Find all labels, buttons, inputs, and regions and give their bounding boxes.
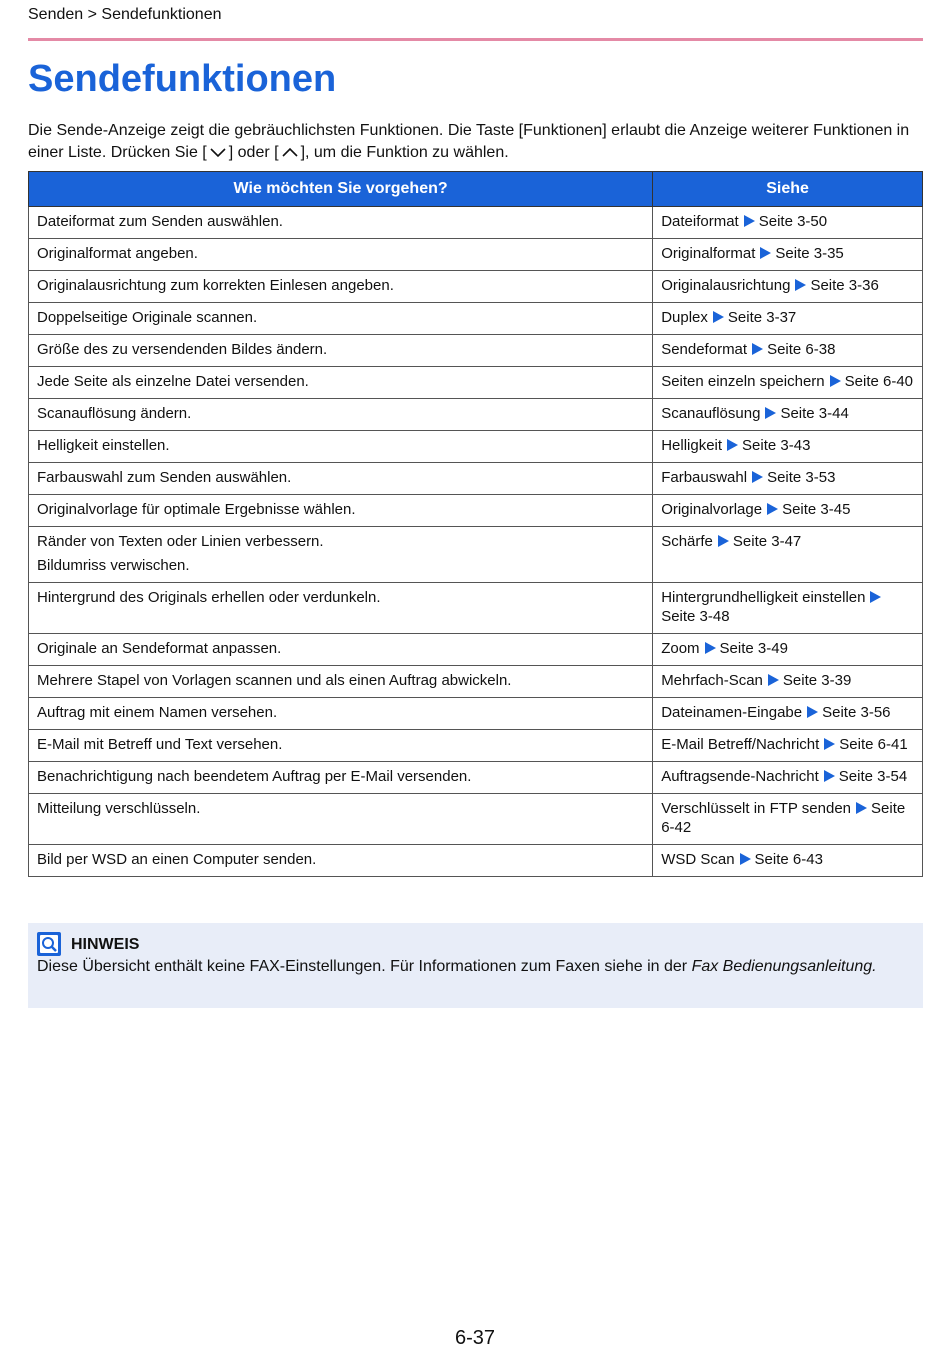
reference-cell <box>653 762 923 794</box>
note-icon <box>36 931 62 957</box>
action-cell <box>29 583 653 634</box>
reference-name: Zoom <box>661 640 700 657</box>
action-cell <box>29 463 653 495</box>
reference-name: Originalvorlage <box>661 501 763 518</box>
reference-name: Schärfe <box>661 533 713 550</box>
page-reference-link[interactable]: Seite 3-56 <box>822 704 891 721</box>
arrow-right-icon <box>870 591 881 603</box>
reference-cell <box>653 794 923 845</box>
arrow-right-icon <box>740 853 751 865</box>
note-heading: HINWEIS <box>71 936 140 953</box>
intro-paragraph <box>28 120 923 164</box>
reference-name: Farbauswahl <box>661 469 748 486</box>
table-row <box>29 634 923 666</box>
intro-text-2: ] oder [ <box>228 144 279 161</box>
reference-name: Auftragsende-Nachricht <box>661 768 819 785</box>
action-text: Originale an Sendeformat anpassen. <box>37 640 282 657</box>
reference-cell <box>653 698 923 730</box>
table-row <box>29 431 923 463</box>
arrow-right-icon <box>824 770 835 782</box>
reference-cell <box>653 239 923 271</box>
page-reference-link[interactable]: Seite 3-49 <box>719 640 788 657</box>
page-reference-link[interactable]: Seite 3-35 <box>775 245 844 262</box>
table-row <box>29 666 923 698</box>
arrow-right-icon <box>760 247 771 259</box>
action-text: E-Mail mit Betreff und Text versehen. <box>37 736 283 753</box>
arrow-right-icon <box>752 471 763 483</box>
action-text: Ränder von Texten oder Linien verbessern. <box>37 533 324 550</box>
reference-name: Mehrfach-Scan <box>661 672 763 689</box>
chevron-down-icon <box>209 145 227 159</box>
page-reference-link[interactable]: Seite 3-53 <box>767 469 836 486</box>
arrow-right-icon <box>727 439 738 451</box>
arrow-right-icon <box>752 343 763 355</box>
table-row <box>29 762 923 794</box>
table-row <box>29 495 923 527</box>
note-box <box>28 923 923 1008</box>
action-text-secondary: Bildumriss verwischen. <box>37 557 190 574</box>
page-reference-link[interactable]: Seite 3-39 <box>782 672 852 689</box>
table-row <box>29 583 923 634</box>
reference-cell <box>653 583 923 634</box>
action-text: Bild per WSD an einen Computer senden. <box>37 851 317 868</box>
arrow-right-icon <box>768 674 779 686</box>
action-text: Scanauflösung ändern. <box>37 405 192 422</box>
arrow-right-icon <box>795 279 806 291</box>
arrow-right-icon <box>718 535 729 547</box>
reference-cell <box>653 634 923 666</box>
action-cell <box>29 666 653 698</box>
breadcrumb: Senden > Sendefunktionen <box>28 6 222 23</box>
reference-name: Dateiformat <box>661 213 739 230</box>
function-table <box>28 171 923 877</box>
reference-name: Dateinamen-Eingabe <box>661 704 803 721</box>
page-reference-link[interactable]: Seite 6-38 <box>767 341 836 358</box>
arrow-right-icon <box>856 802 867 814</box>
reference-cell <box>653 666 923 698</box>
page-reference-link[interactable]: Seite 6-40 <box>844 373 914 390</box>
table-row <box>29 845 923 877</box>
action-text: Originalvorlage für optimale Ergebnisse wählen. <box>37 501 356 518</box>
reference-cell <box>653 399 923 431</box>
reference-name: Helligkeit <box>661 437 723 454</box>
reference-cell <box>653 431 923 463</box>
action-text: Helligkeit einstellen. <box>37 437 170 454</box>
page-reference-link[interactable]: Seite 3-37 <box>727 309 797 326</box>
reference-name: Seiten einzeln speichern <box>661 373 825 390</box>
note-text-plain: Diese Übersicht enthält keine FAX-Einstellungen. Für Informationen zum Faxen siehe in der <box>37 958 692 975</box>
arrow-right-icon <box>765 407 776 419</box>
action-cell <box>29 794 653 845</box>
page-reference-link[interactable]: Seite 6-42 <box>661 800 906 836</box>
action-text: Farbauswahl zum Senden auswählen. <box>37 469 292 486</box>
page-reference-link[interactable]: Seite 3-50 <box>758 213 828 230</box>
header-divider <box>28 38 923 41</box>
page-reference-link[interactable]: Seite 6-41 <box>839 736 908 753</box>
reference-name: Duplex <box>661 309 708 326</box>
arrow-right-icon <box>830 375 841 387</box>
arrow-right-icon <box>713 311 724 323</box>
table-row <box>29 335 923 367</box>
arrow-right-icon <box>807 706 818 718</box>
intro-text-3: ], um die Funktion zu wählen. <box>300 144 509 161</box>
action-cell <box>29 495 653 527</box>
action-text: Doppelseitige Originale scannen. <box>37 309 258 326</box>
note-text <box>37 957 907 977</box>
table-row <box>29 527 923 583</box>
action-text: Hintergrund des Originals erhellen oder verdunkeln. <box>37 589 381 606</box>
action-cell <box>29 845 653 877</box>
table-row <box>29 271 923 303</box>
table-row <box>29 698 923 730</box>
reference-name: Sendeformat <box>661 341 748 358</box>
action-cell <box>29 399 653 431</box>
chevron-up-icon <box>281 145 299 159</box>
page-reference-link[interactable]: Seite 3-43 <box>742 437 811 454</box>
action-cell <box>29 762 653 794</box>
column-header-action: Wie möchten Sie vorgehen? <box>29 172 653 207</box>
reference-cell <box>653 527 923 583</box>
column-header-reference: Siehe <box>653 172 923 207</box>
action-cell <box>29 431 653 463</box>
reference-cell <box>653 495 923 527</box>
reference-cell <box>653 303 923 335</box>
table-row <box>29 239 923 271</box>
action-text: Originalformat angeben. <box>37 245 198 262</box>
reference-name: E-Mail Betreff/Nachricht <box>661 736 820 753</box>
table-row <box>29 399 923 431</box>
reference-cell <box>653 207 923 239</box>
table-body <box>29 207 923 877</box>
table-row <box>29 303 923 335</box>
action-cell <box>29 335 653 367</box>
action-text: Jede Seite als einzelne Datei versenden. <box>37 373 309 390</box>
table-row <box>29 730 923 762</box>
reference-name: Verschlüsselt in FTP senden <box>661 800 852 817</box>
table-row <box>29 794 923 845</box>
action-cell <box>29 207 653 239</box>
page-reference-link[interactable]: Seite 3-54 <box>838 768 908 785</box>
page-reference-link[interactable]: Seite 3-45 <box>782 501 851 518</box>
action-cell <box>29 239 653 271</box>
action-cell <box>29 698 653 730</box>
page-reference-link[interactable]: Seite 3-48 <box>661 608 730 625</box>
action-text: Mitteilung verschlüsseln. <box>37 800 201 817</box>
arrow-right-icon <box>767 503 778 515</box>
table-row <box>29 367 923 399</box>
action-cell <box>29 634 653 666</box>
action-text: Größe des zu versendenden Bildes ändern. <box>37 341 328 358</box>
table-row <box>29 463 923 495</box>
reference-name: Originalformat <box>661 245 756 262</box>
reference-cell <box>653 367 923 399</box>
reference-name: WSD Scan <box>661 851 735 868</box>
page-reference-link[interactable]: Seite 6-43 <box>754 851 823 868</box>
page-title: Sendefunktionen <box>28 58 337 100</box>
action-cell <box>29 527 653 583</box>
action-text: Benachrichtigung nach beendetem Auftrag per E-Mail versenden. <box>37 768 472 785</box>
arrow-right-icon <box>824 738 835 750</box>
arrow-right-icon <box>705 642 716 654</box>
reference-cell <box>653 845 923 877</box>
page-reference-link[interactable]: Seite 3-36 <box>810 277 879 294</box>
intro-text-1: Die Sende-Anzeige zeigt die gebräuchlichsten Funktionen. Die Taste [Funktionen] erlaubt die Anzeige weiterer Funktionen in einer Liste. Drücken Sie [ <box>28 122 910 161</box>
page-number: 6-37 <box>454 1327 496 1349</box>
reference-name: Originalausrichtung <box>661 277 791 294</box>
action-cell <box>29 730 653 762</box>
reference-cell <box>653 730 923 762</box>
note-text-italic: Fax Bedienungsanleitung. <box>691 958 877 975</box>
action-text: Originalausrichtung zum korrekten Einlesen angeben. <box>37 277 394 294</box>
page-reference-link[interactable]: Seite 3-44 <box>780 405 849 422</box>
arrow-right-icon <box>744 215 755 227</box>
action-text: Auftrag mit einem Namen versehen. <box>37 704 278 721</box>
reference-cell <box>653 271 923 303</box>
reference-name: Hintergrundhelligkeit einstellen <box>661 589 866 606</box>
action-cell <box>29 367 653 399</box>
page-reference-link[interactable]: Seite 3-47 <box>732 533 802 550</box>
reference-cell <box>653 463 923 495</box>
action-cell <box>29 271 653 303</box>
table-row <box>29 207 923 239</box>
action-text: Mehrere Stapel von Vorlagen scannen und als einen Auftrag abwickeln. <box>37 672 512 689</box>
table-header-row <box>29 172 923 207</box>
reference-cell <box>653 335 923 367</box>
action-text: Dateiformat zum Senden auswählen. <box>37 213 283 230</box>
action-cell <box>29 303 653 335</box>
reference-name: Scanauflösung <box>661 405 761 422</box>
